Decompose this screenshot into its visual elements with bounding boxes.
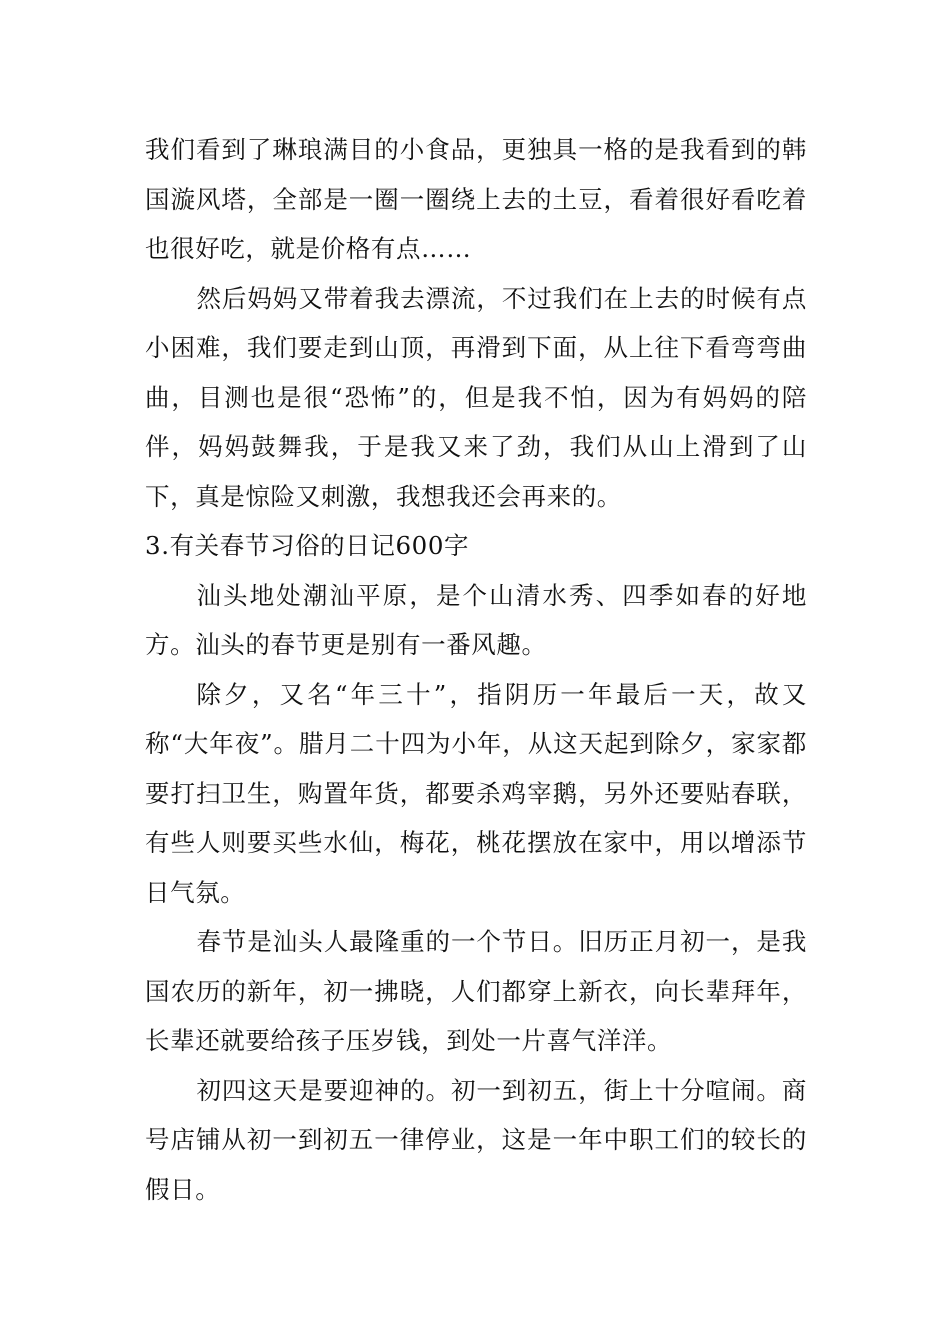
paragraph-rafting: 然后妈妈又带着我去漂流，不过我们在上去的时候有点小困难，我们要走到山顶，再滑到下面，从上往下看弯弯曲曲，目测也是很“恐怖”的，但是我不怕，因为有妈妈的陪伴，妈妈鼓舞我，于是我又来了劲，我们从山上滑到了山下，真是惊险又刺激，我想我还会再来的。 <box>145 283 807 511</box>
paragraph-spring-festival: 春节是汕头人最隆重的一个节日。旧历正月初一，是我国农历的新年，初一拂晓，人们都穿上新衣，向长辈拜年，长辈还就要给孩子压岁钱，到处一片喜气洋洋。 <box>145 927 807 1055</box>
section-heading: 3.有关春节习俗的日记600字 <box>145 531 470 560</box>
paragraph-new-years-eve: 除夕，又名“年三十”，指阴历一年最后一天，故又称“大年夜”。腊月二十四为小年，从这天起到除夕，家家都要打扫卫生，购置年货，都要杀鸡宰鹅，另外还要贴春联，有些人则要买些水仙，梅花，桃花摆放在家中，用以增添节日气氛。 <box>145 679 807 907</box>
paragraph-fourth-day: 初四这天是要迎神的。初一到初五，街上十分喧闹。商号店铺从初一到初五一律停业，这是一年中职工们的较长的假日。 <box>145 1075 807 1204</box>
paragraph-snacks: 我们看到了琳琅满目的小食品，更独具一格的是我看到的韩国漩风塔，全部是一圈一圈绕上去的土豆，看着很好看吃着也很好吃，就是价格有点…… <box>145 135 807 263</box>
paragraph-shantou-intro: 汕头地处潮汕平原，是个山清水秀、四季如春的好地方。汕头的春节更是别有一番风趣。 <box>145 580 807 659</box>
document-body <box>145 125 807 1214</box>
